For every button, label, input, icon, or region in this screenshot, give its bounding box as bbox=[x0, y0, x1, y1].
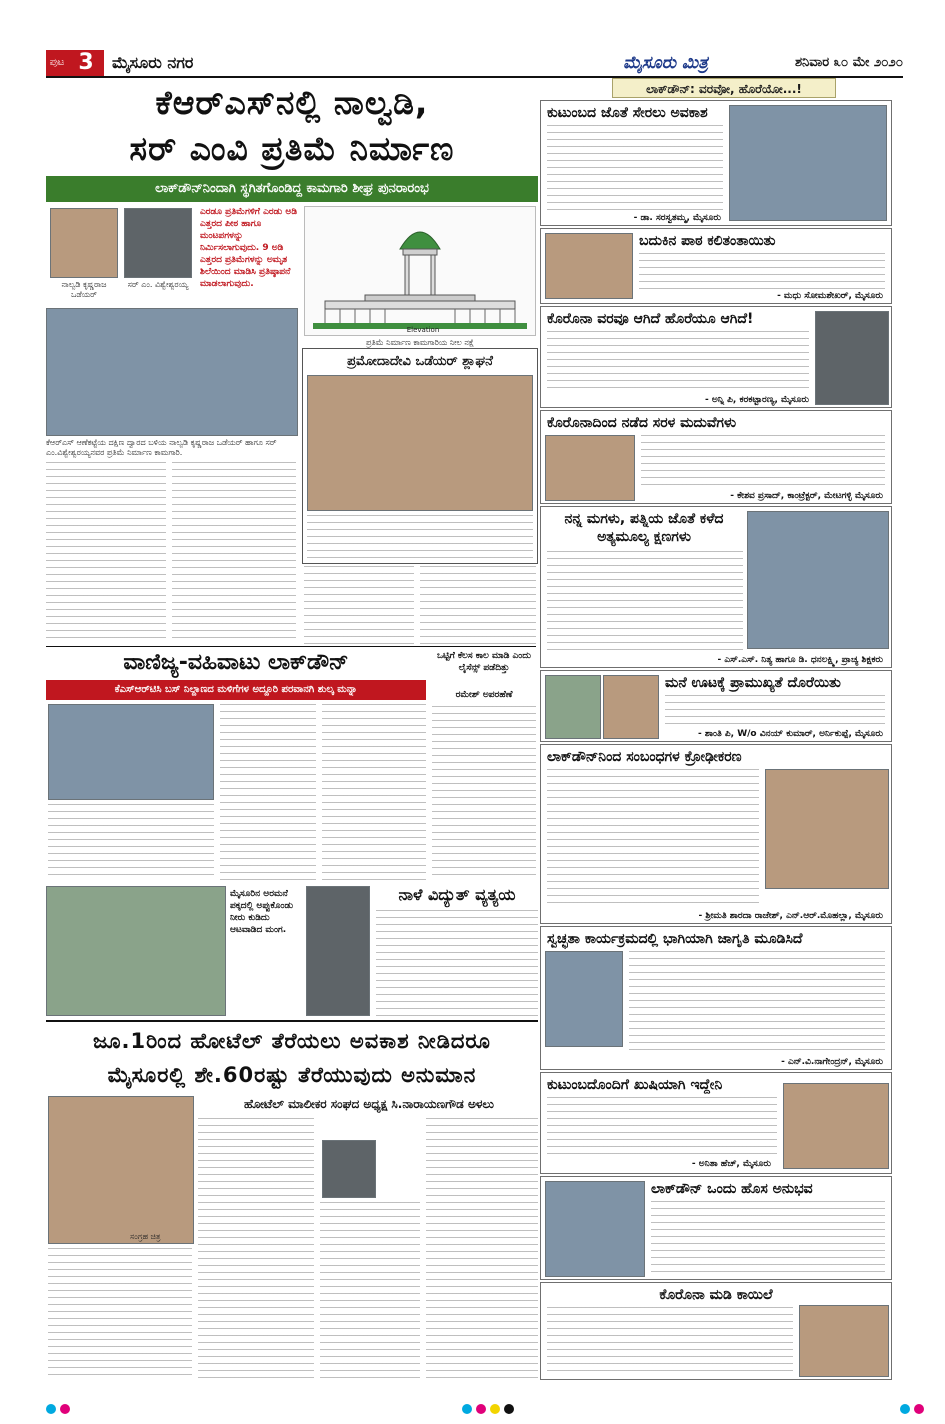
pramoda-box bbox=[302, 348, 538, 564]
portrait-mv-caption: ಸರ್ ಎಂ. ವಿಶ್ವೇಶ್ವರಯ್ಯ bbox=[127, 280, 189, 289]
story-8-photo bbox=[545, 951, 623, 1047]
hotel-body-col3 bbox=[426, 1118, 538, 1380]
hotel-body-col4 bbox=[48, 1248, 192, 1380]
story-1-photo bbox=[729, 105, 887, 221]
page-number: 3 bbox=[68, 50, 104, 76]
lead-body-col4 bbox=[420, 566, 536, 644]
story-4-body bbox=[641, 435, 885, 487]
story-2 bbox=[540, 228, 892, 304]
lead-body-col2 bbox=[172, 462, 296, 644]
portrait-nalvadi-caption: ನಾಲ್ವಡಿ ಕೃಷ್ಣರಾಜ ಒಡೆಯರ್ bbox=[61, 280, 107, 299]
story-8 bbox=[540, 926, 892, 1070]
story-7-byline: - ಶ್ರೀಮತಿ ಶಾರದಾ ರಾಜೇಶ್, ಎನ್.ಆರ್.ಮೊಹಲ್ಲಾ, ಮೈಸೂರು bbox=[698, 911, 883, 921]
story-8-byline: - ಎನ್.ವಿ.ನಾಗೇಂದ್ರನ್, ಮೈಸೂರು bbox=[781, 1057, 883, 1067]
hotel-headline-line1: ಜೂ.1ರಿಂದ ಹೋಟೆಲ್ ತೆರೆಯಲು ಅವಕಾಶ ನೀಡಿದರೂ bbox=[93, 1029, 491, 1053]
story-5 bbox=[540, 506, 892, 668]
narayangowda-photo bbox=[322, 1140, 376, 1198]
story-7-title: ಲಾಕ್‌ಡೌನ್‌ನಿಂದ ಸಂಬಂಧಗಳ ಕ್ರೋಢೀಕರಣ bbox=[547, 749, 742, 765]
hotel-photo-caption: ಸಂಗ್ರಹ ಚಿತ್ರ bbox=[130, 1232, 161, 1241]
portrait-mv bbox=[124, 208, 192, 278]
lead-subhead: ಲಾಕ್‌ಡೌನ್‌ನಿಂದಾಗಿ ಸ್ಥಗಿತಗೊಂಡಿದ್ದ ಕಾಮಗಾರಿ ಶೀಘ್ರ ಪುನರಾರಂಭ bbox=[46, 176, 538, 202]
elevation-label: Elevation bbox=[406, 326, 440, 334]
bus-stand-photo bbox=[48, 704, 214, 800]
story-7-photo bbox=[765, 769, 889, 889]
story-10-title: ಲಾಕ್‌ಡೌನ್ ಒಂದು ಹೊಸ ಅನುಭವ bbox=[651, 1181, 813, 1197]
elevation-svg bbox=[305, 207, 535, 335]
story-6-title: ಮನೆ ಊಟಕ್ಕೆ ಪ್ರಾಮುಖ್ಯತೆ ದೊರೆಯಿತು bbox=[665, 675, 841, 691]
story-10 bbox=[540, 1176, 892, 1280]
hotel-rule bbox=[46, 1020, 538, 1022]
registration-dot-black bbox=[504, 1404, 514, 1414]
story-8-title: ಸ್ವಚ್ಛತಾ ಕಾರ್ಯಕ್ರಮದಲ್ಲಿ ಭಾಗಿಯಾಗಿ ಜಾಗೃತಿ ಮೂಡಿಸಿದೆ bbox=[547, 931, 803, 947]
commerce-rule bbox=[46, 646, 536, 647]
section-title: ಮೈಸೂರು ನಗರ bbox=[112, 53, 194, 72]
registration-dot-cyan-2 bbox=[900, 1404, 910, 1414]
story-6 bbox=[540, 670, 892, 742]
portrait-nalvadi bbox=[50, 208, 118, 278]
story-2-photo bbox=[545, 233, 633, 299]
story-11-photo bbox=[799, 1305, 889, 1377]
commerce-side-by: ರಮೇಶ್ ಅಪರಹೆಣೆ bbox=[455, 690, 513, 700]
lead-headline-line1: ಕೆಆರ್‌ಎಸ್‌ನಲ್ಲಿ ನಾಲ್ವಡಿ, bbox=[155, 83, 429, 122]
page-word: ಪುಟ bbox=[46, 50, 68, 76]
commerce-heading: ವಾಣಿಜ್ಯ-ವಹಿವಾಟು ಲಾಕ್‌ಡೌನ್ bbox=[123, 650, 349, 675]
story-3 bbox=[540, 306, 892, 408]
commerce-body-col3 bbox=[48, 804, 214, 880]
story-10-body bbox=[651, 1201, 885, 1275]
elevation-caption: ಪ್ರತಿಮೆ ನಿರ್ಮಾಣ ಕಾಮಗಾರಿಯ ನೀಲ ನಕ್ಷೆ bbox=[365, 338, 475, 347]
registration-dot-cyan bbox=[462, 1404, 472, 1414]
power-pole-photo bbox=[306, 886, 370, 1016]
monkey-photo bbox=[46, 886, 226, 1016]
story-9-photo bbox=[783, 1083, 889, 1169]
elevation-drawing bbox=[304, 206, 536, 336]
story-1 bbox=[540, 100, 892, 226]
registration-dot-cyan-3 bbox=[46, 1404, 56, 1414]
statue-site-photo-caption: ಕೆಆರ್‌ಎಸ್ ಆಣೆಕಟ್ಟೆಯ ದಕ್ಷಿಣ ದ್ವಾರದ ಬಳಿಯ ನಾಲ್ವಡಿ ಕೃಷ್ಣರಾಜ ಒಡೆಯರ್ ಹಾಗೂ ಸರ್ ಎಂ.ವಿಶ್ವೇಶ್ವರಯ್ಯನವರ ಪ್ರತಿಮೆ ನಿರ್ಮಾಣ ಕಾಮಗಾರಿ. bbox=[46, 438, 277, 457]
lead-body-col3 bbox=[304, 566, 414, 644]
masthead-logo: ಮೈಸೂರು ಮಿತ್ರ bbox=[623, 53, 708, 73]
story-2-body bbox=[639, 253, 885, 291]
power-body bbox=[376, 910, 538, 1016]
story-3-body bbox=[547, 331, 809, 393]
masthead-date: ಶನಿವಾರ ೩೦ ಮೇ ೨೦೨೦ bbox=[794, 55, 903, 70]
story-2-title: ಬದುಕಿನ ಪಾಠ ಕಲಿತಂತಾಯಿತು bbox=[639, 233, 776, 249]
story-9-byline: - ಅನಿತಾ ಹೆಚ್, ಮೈಸೂರು bbox=[691, 1159, 771, 1169]
pramoda-body bbox=[307, 515, 533, 559]
story-9-body bbox=[547, 1097, 777, 1157]
lead-headline-line2: ಸರ್ ಎಂವಿ ಪ್ರತಿಮೆ ನಿರ್ಮಾಣ bbox=[129, 129, 455, 168]
story-11-title: ಕೊರೊನಾ ಮಡಿ ಕಾಯಿಲೆ bbox=[659, 1287, 773, 1303]
lead-highlight: ಎರಡೂ ಪ್ರತಿಮೆಗಳಿಗೆ ಎರಡು ಅಡಿ ಎತ್ತರದ ಪೀಠ ಹಾಗೂ ಮಂಟಪಗಳನ್ನು ನಿರ್ಮಿಸಲಾಗುವುದು. 9 ಅಡಿ ಎತ್ತರದ ಪ್ರತಿಮೆಗಳನ್ನು ಅಮೃತ ಶಿಲೆಯಿಂದ ಮಾಡಿಸಿ ಪ್ರತಿಷ್ಠಾಪನೆ ಮಾಡಲಾಗುವುದು. bbox=[200, 207, 298, 289]
lead-body-col1 bbox=[46, 462, 166, 644]
story-11 bbox=[540, 1282, 892, 1380]
story-5-photo bbox=[747, 511, 889, 649]
statue-site-photo bbox=[46, 308, 298, 436]
hotel-photo bbox=[48, 1096, 194, 1244]
story-2-byline: - ಮಧು ಸೋಮಶೇಖರ್, ಮೈಸೂರು bbox=[777, 291, 883, 301]
story-3-photo bbox=[815, 311, 889, 405]
story-6-byline: - ಶಾಂತಿ ಪಿ, W/o ವಿನಯ್ ಕುಮಾರ್, ಅರ್ನಿಕುಪ್ಪೆ, ಮೈಸೂರು bbox=[698, 729, 883, 739]
commerce-body-col1 bbox=[220, 704, 316, 880]
story-1-byline: - ಡಾ. ಸರಸ್ವತಮ್ಮ, ಮೈಸೂರು bbox=[633, 213, 721, 223]
story-7 bbox=[540, 744, 892, 924]
story-7-body bbox=[547, 769, 759, 909]
story-5-body bbox=[547, 551, 743, 651]
story-4-byline: - ಕೇಶವ ಪ್ರಸಾದ್, ಕಾಂಟ್ರೆಕ್ಟರ್, ಮೇಟಗಳ್ಳಿ ಮೈಸೂರು bbox=[730, 491, 883, 501]
story-5-byline: - ಎಸ್.ಎಸ್. ನಿತ್ಯ ಹಾಗೂ ಡಿ. ಧನಲಕ್ಷ್ಮಿ, ಪ್ರಾಚ್ಯ ಶಿಕ್ಷಕರು bbox=[717, 655, 883, 665]
story-4 bbox=[540, 410, 892, 504]
commerce-side-box bbox=[430, 650, 538, 882]
hotel-body-col1 bbox=[198, 1118, 314, 1380]
hotel-subhead: ಹೋಟೆಲ್ ಮಾಲೀಕರ ಸಂಘದ ಅಧ್ಯಕ್ಷ ಸಿ.ನಾರಾಯಣಗೌಡ ಅಳಲು bbox=[244, 1097, 494, 1111]
story-8-body bbox=[629, 951, 885, 1055]
commerce-side-heading: ಒಟ್ಟಿಗೆ ಕೆಲಸ ಕಾಲ ಮಾಡಿ ಎಂದು ಲೈಸೆನ್ಸ್ ಪಡೆದಿತ್ತು bbox=[437, 651, 531, 673]
story-1-title: ಕುಟುಂಬದ ಜೊತೆ ಸೇರಲು ಅವಕಾಶ bbox=[547, 105, 708, 121]
registration-dot-magenta bbox=[476, 1404, 486, 1414]
story-5-title: ನನ್ನ ಮಗಳು, ಪತ್ನಿಯ ಜೊತೆ ಕಳೆದ ಅತ್ಯಮೂಲ್ಯ ಕ್ಷಣಗಳು bbox=[564, 511, 724, 545]
story-1-body bbox=[547, 125, 723, 213]
commerce-body-col2 bbox=[322, 704, 426, 880]
story-11-body bbox=[547, 1307, 793, 1373]
registration-dot-magenta-2 bbox=[914, 1404, 924, 1414]
story-6-body bbox=[665, 695, 885, 727]
story-6-photo-2 bbox=[603, 675, 659, 739]
hotel-body-col2 bbox=[320, 1202, 420, 1380]
story-3-byline: - ಅನ್ನಿ ಪಿ, ಕರಕಟ್ಟಾರಣ್ಯ, ಮೈಸೂರು bbox=[705, 395, 809, 405]
pramoda-heading: ಪ್ರಮೋದಾದೇವಿ ಒಡೆಯರ್ ಶ್ಲಾಘನೆ bbox=[347, 354, 493, 369]
story-10-photo bbox=[545, 1181, 645, 1277]
story-4-title: ಕೊರೊನಾದಿಂದ ನಡೆದ ಸರಳ ಮದುವೆಗಳು bbox=[547, 415, 737, 431]
story-3-title: ಕೊರೊನಾ ವರವೂ ಆಗಿದೆ ಹೊರೆಯೂ ಆಗಿದೆ! bbox=[547, 311, 754, 327]
hotel-headline-line2: ಮೈಸೂರಲ್ಲಿ ಶೇ.60ರಷ್ಟು ತೆರೆಯುವುದು ಅನುಮಾನ bbox=[107, 1063, 477, 1087]
story-6-photo-1 bbox=[545, 675, 601, 739]
registration-dot-yellow bbox=[490, 1404, 500, 1414]
commerce-subhead: ಕೆಎಸ್‌ಆರ್‌ಟಿಸಿ ಬಸ್ ನಿಲ್ದಾಣದ ಮಳಿಗೆಗಳ ಅದ್ದೂರಿ ಪರವಾನಗಿ ಶುಲ್ಕ ಮನ್ನಾ bbox=[46, 680, 426, 700]
commerce-side-body bbox=[432, 706, 536, 880]
story-9-title: ಕುಟುಂಬದೊಂದಿಗೆ ಖುಷಿಯಾಗಿ ಇದ್ದೇನಿ bbox=[547, 1077, 723, 1093]
power-heading: ನಾಳೆ ವಿದ್ಯುತ್ ವ್ಯತ್ಯಯ bbox=[398, 885, 516, 904]
story-9 bbox=[540, 1072, 892, 1174]
story-4-photo bbox=[545, 435, 635, 501]
registration-dot-magenta-3 bbox=[60, 1404, 70, 1414]
monkey-caption: ಮೈಸೂರಿನ ಅರಮನೆ ಪಕ್ಕದಲ್ಲಿ ಅಪ್ಪುಕೊಂಡು ನೀರು ಕುಡಿದು ಆಟವಾಡಿದ ಮಂಗ. bbox=[230, 889, 294, 935]
right-column-banner: ಲಾಕ್‌ಡೌನ್: ವರವೋ, ಹೊರೆಯೋ...! bbox=[612, 78, 836, 98]
pramoda-photo bbox=[307, 375, 533, 511]
